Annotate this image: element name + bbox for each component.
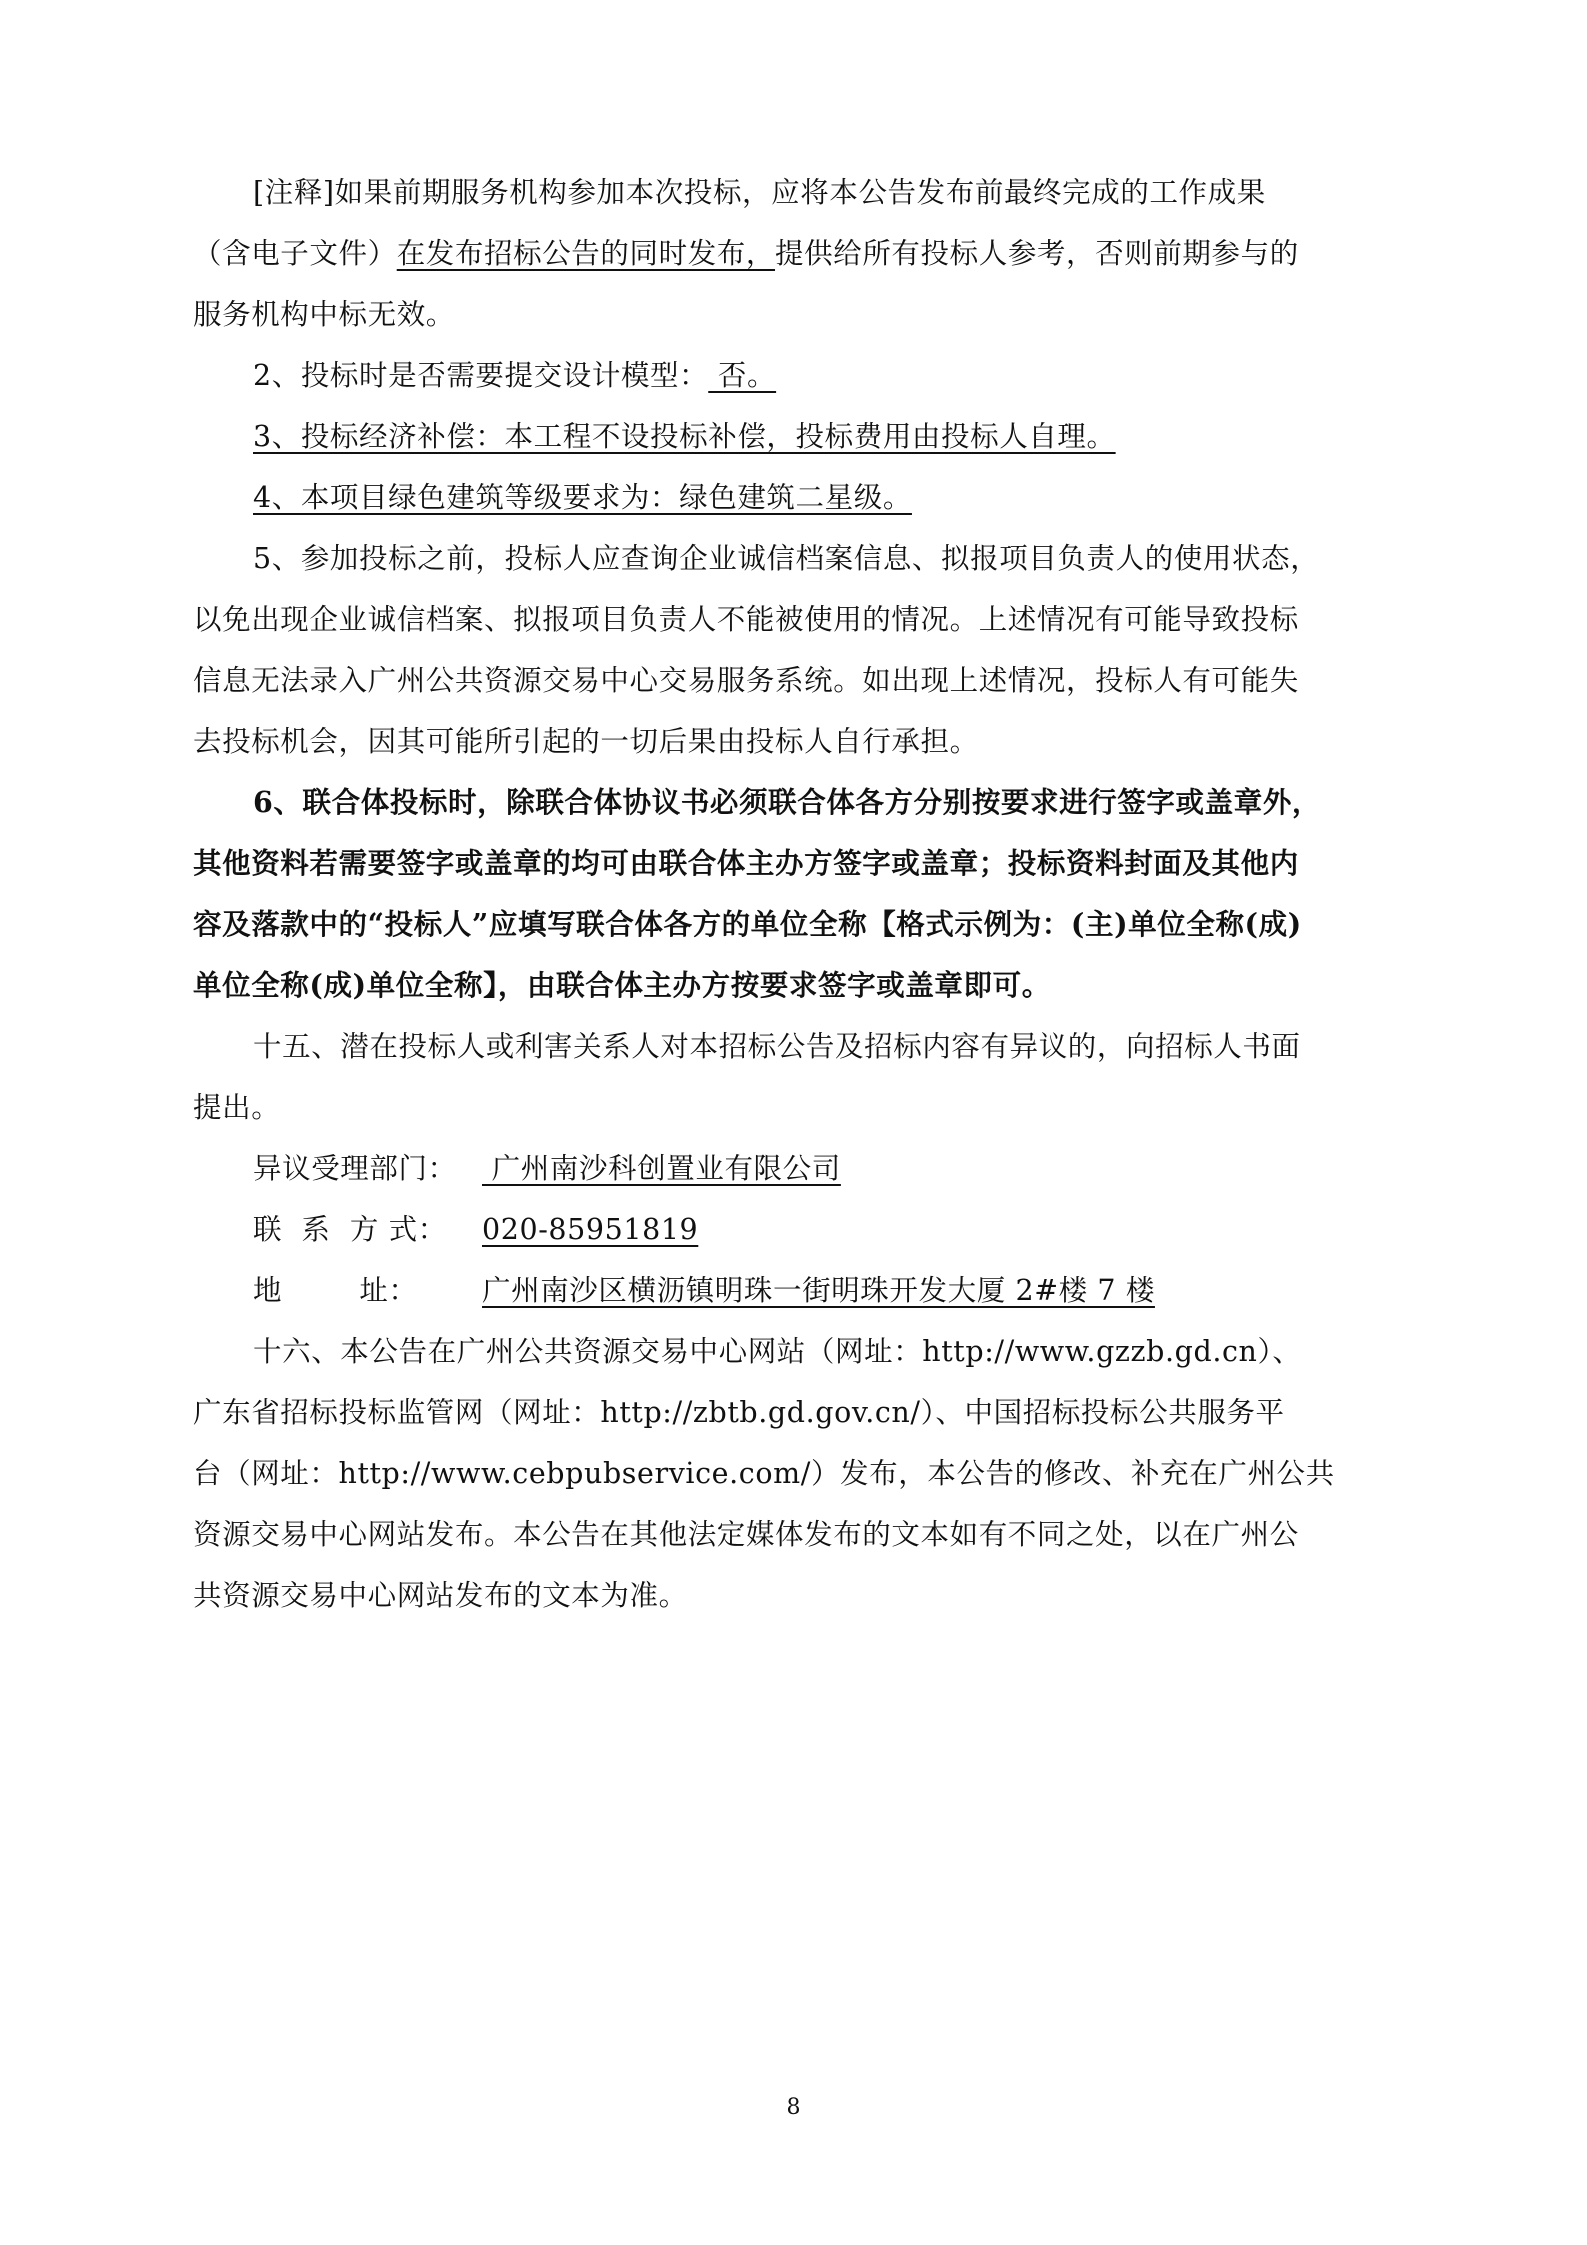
item-5 [193, 528, 1403, 772]
item-6-line-1: 6、联合体投标时，除联合体协议书必须联合体各方分别按要求进行签字或盖章外， [253, 785, 1322, 819]
objection-contact-label: 联 系 方 式： [253, 1213, 447, 1246]
section-15 [193, 1016, 1403, 1138]
objection-dept-value: 广州南沙科创置业有限公司 [482, 1152, 841, 1185]
objection-contact [193, 1199, 1403, 1260]
section-16 [193, 1321, 1403, 1626]
objection-dept [193, 1138, 1403, 1199]
objection-contact-value: 020-85951819 [482, 1213, 699, 1246]
section-16-line-5: 共资源交易中心网站发布的文本为准。 [193, 1579, 688, 1612]
item-2-label: 2、投标时是否需要提交设计模型： [253, 359, 709, 392]
item-2-value: 否。 [708, 359, 777, 392]
document-body [193, 162, 1403, 1626]
note-line-3: 服务机构中标无效。 [193, 298, 455, 331]
item-6-line-2: 其他资料若需要签字或盖章的均可由联合体主办方签字或盖章；投标资料封面及其他内 [193, 846, 1299, 880]
objection-address [193, 1260, 1403, 1321]
section-15-line-1: 十五、潜在投标人或利害关系人对本招标公告及招标内容有异议的，向招标人书面 [253, 1030, 1301, 1063]
item-3-text: 3、投标经济补偿：本工程不设投标补偿，投标费用由投标人自理。 [253, 420, 1116, 453]
section-16-line-4: 资源交易中心网站发布。本公告在其他法定媒体发布的文本如有不同之处，以在广州公 [193, 1518, 1299, 1551]
item-6-line-4: 单位全称(成)单位全称】，由联合体主办方按要求签字或盖章即可。 [193, 968, 1051, 1002]
item-5-line-2: 以免出现企业诚信档案、拟报项目负责人不能被使用的情况。上述情况有可能导致投标 [193, 603, 1299, 636]
item-6-line-3: 容及落款中的“投标人”应填写联合体各方的单位全称【格式示例为：(主)单位全称(成) [193, 907, 1302, 941]
page-number: 8 [786, 2095, 801, 2120]
section-16-line-3: 台（网址：http://www.cebpubservice.com/）发布，本公告的修改、补充在广州公共 [193, 1457, 1335, 1490]
note-line-2 [193, 223, 1403, 284]
note-line-2-prefix: （含电子文件） [193, 237, 397, 270]
item-5-line-3: 信息无法录入广州公共资源交易中心交易服务系统。如出现上述情况，投标人有可能失 [193, 664, 1299, 697]
section-16-line-1: 十六、本公告在广州公共资源交易中心网站（网址：http://www.gzzb.gd.cn）、 [253, 1335, 1302, 1368]
item-4-text: 4、本项目绿色建筑等级要求为：绿色建筑二星级。 [253, 481, 912, 514]
objection-address-value: 广州南沙区横沥镇明珠一街明珠开发大厦 2#楼 7 楼 [482, 1274, 1155, 1307]
note-line-2-suffix: 提供给所有投标人参考，否则前期参与的 [775, 237, 1299, 270]
objection-dept-label: 异议受理部门： [253, 1152, 457, 1185]
section-16-line-2: 广东省招标投标监管网（网址：http://zbtb.gd.gov.cn/）、中国招标投标公共服务平 [193, 1396, 1285, 1429]
item-4 [193, 467, 1403, 528]
item-3 [193, 406, 1403, 467]
item-5-line-1: 5、参加投标之前，投标人应查询企业诚信档案信息、拟报项目负责人的使用状态， [253, 542, 1320, 575]
note-line-2-underlined: 在发布招标公告的同时发布， [396, 237, 776, 270]
item-6 [193, 772, 1403, 1016]
note-paragraph [193, 162, 1403, 345]
item-5-line-4: 去投标机会，因其可能所引起的一切后果由投标人自行承担。 [193, 725, 979, 758]
objection-address-label: 地 址： [253, 1274, 418, 1307]
note-line-1: [注释]如果前期服务机构参加本次投标，应将本公告发布前最终完成的工作成果 [253, 176, 1266, 209]
item-2 [193, 345, 1403, 406]
section-15-line-2: 提出。 [193, 1091, 281, 1124]
